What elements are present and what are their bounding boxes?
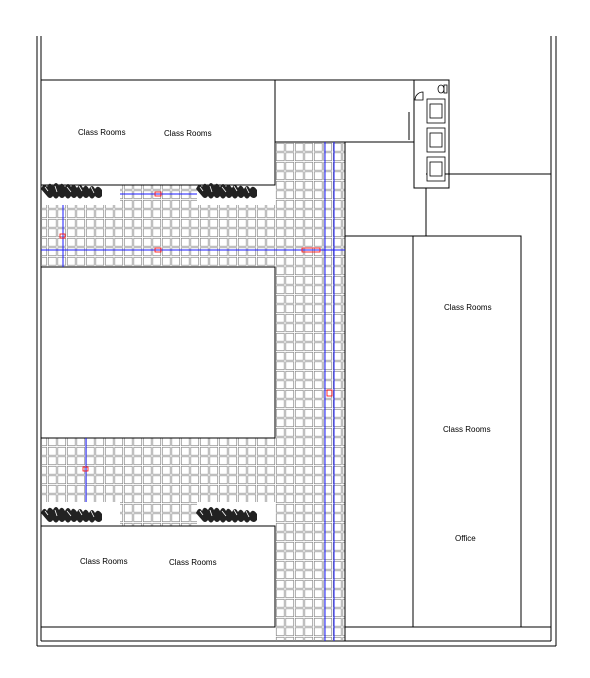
- room-label-class-rooms-bottom-right: Class Rooms: [169, 558, 217, 567]
- room-label-office: Office: [455, 534, 476, 543]
- room-label-class-rooms-right-lower: Class Rooms: [443, 425, 491, 434]
- room-label-class-rooms-top-right: Class Rooms: [164, 129, 212, 138]
- room-label-class-rooms-bottom-left: Class Rooms: [80, 557, 128, 566]
- room-label-class-rooms-right-upper: Class Rooms: [444, 303, 492, 312]
- corridor-top: [275, 80, 414, 142]
- room-label-class-rooms-top-left: Class Rooms: [78, 128, 126, 137]
- class-room-block-bottom: [41, 526, 275, 627]
- class-room-block-top: [41, 80, 275, 185]
- central-hall: [41, 267, 275, 438]
